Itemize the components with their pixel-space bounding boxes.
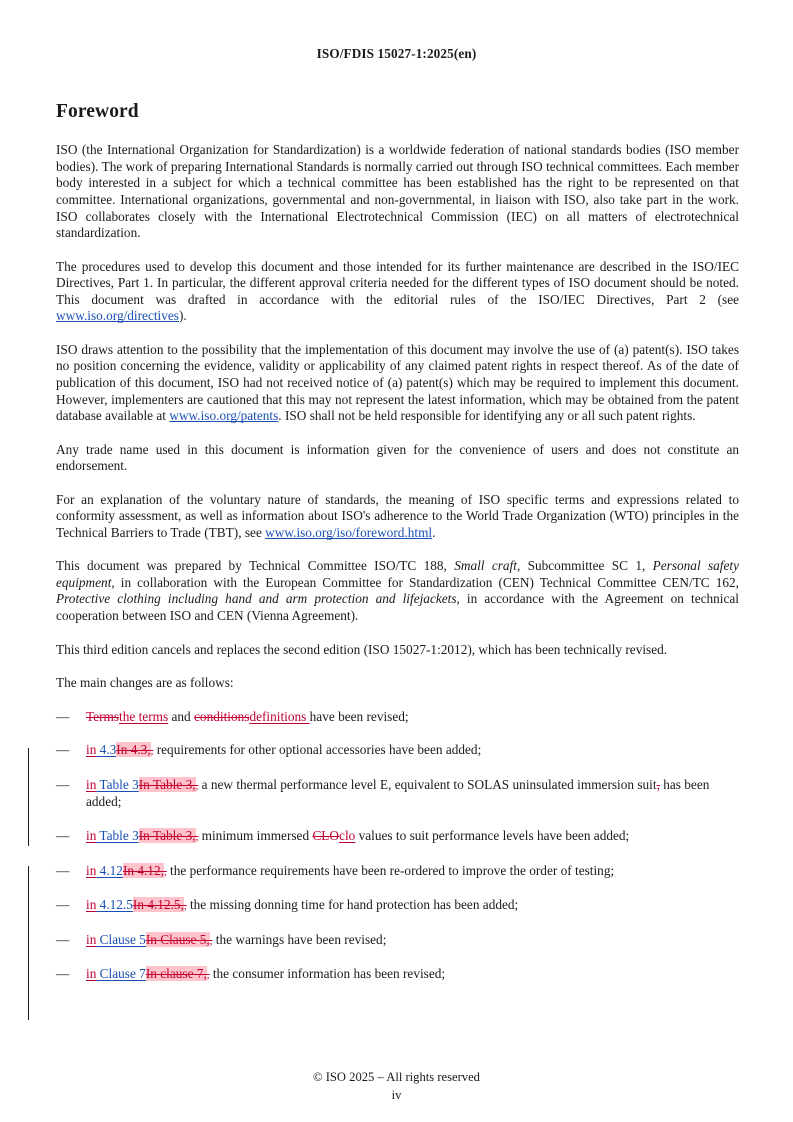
deleted-text-conditions: conditions (194, 708, 250, 724)
list-text-tail-a: minimum immersed (198, 827, 313, 843)
list-text-tail: the consumer information has been revised; (209, 966, 446, 982)
inserted-word-in: in (86, 827, 97, 843)
list-item (56, 863, 739, 881)
list-item (56, 828, 739, 846)
deleted-text-clo-upper: CLO (312, 827, 340, 843)
committee-text-4: , in accordance with the Agreement on technical cooperation between ISO and CEN (Vienna Agreement). (56, 591, 739, 623)
committee-title-personal-safety-equipment: Personal safety equipment (56, 558, 739, 590)
paragraph-edition: This third edition cancels and replaces the second edition (ISO 15027-1:2012), which has been technically revised. (56, 641, 668, 657)
list-dash: — (56, 742, 70, 758)
deleted-crossref-field: In Table 3, (138, 827, 196, 843)
deleted-comma: , (163, 865, 167, 878)
link-iso-patents[interactable]: www.iso.org/patents (169, 408, 279, 424)
deleted-crossref-field: In Table 3, (138, 776, 196, 792)
foreword-section (56, 100, 739, 1001)
inserted-crossref[interactable]: 4.12 (96, 862, 123, 878)
list-text-tail: requirements for other optional accessories have been added; (153, 742, 482, 758)
page-title: Foreword (56, 101, 139, 122)
deleted-crossref-field: In Clause 5, (145, 931, 210, 947)
copyright-notice: © ISO 2025 – All rights reserved (313, 1070, 480, 1084)
list-dash: — (56, 897, 70, 913)
page-number: iv (391, 1088, 402, 1102)
list-item (56, 966, 739, 984)
list-text-tail-2: has been added; (86, 776, 710, 810)
inserted-word-in: in (86, 897, 97, 913)
paragraph-iso-description: ISO (the International Organization for Standardization) is a worldwide federation of national standards bodies (ISO member bodies). The work of preparing International Standards is normally carried out through ISO technical committees. Each member body interested in a subject for which a technical committee has been established has the right to be represented on that committee. International organizations, governmental and non-governmental, in liaison with ISO, also take part in the work. ISO collaborates closely with the International Electrotechnical Commission (IEC) on all matters of electrotechnical standardization. (56, 142, 739, 241)
inserted-crossref[interactable]: 4.12.5 (96, 897, 133, 913)
list-dash: — (56, 862, 70, 878)
list-text-tail: a new thermal performance level E, equivalent to SOLAS uninsulated immersion suit (198, 776, 657, 792)
inserted-word-in: in (86, 742, 97, 758)
paragraph-trade-name: Any trade name used in this document is information given for the convenience of users and does not constitute an endorsement. (56, 441, 739, 474)
list-item (56, 897, 739, 915)
list-item (56, 709, 739, 726)
deleted-trailing-comma: , (656, 776, 660, 792)
inserted-text-the-terms: the terms (119, 708, 169, 724)
paragraph-patents-text-before: ISO draws attention to the possibility that the implementation of this document may involve the use of (a) patent(s). ISO takes no position concerning the evidence, validity or applicability of any claimed patent rights in respect thereof. As of the date of publication of this document, ISO had not received notice of (a) patent(s) which may be required to implement this document. However, implementers are cautioned that this may not represent the latest information, which may be obtained from the patent database available at (56, 341, 739, 424)
committee-title-protective-clothing: Protective clothing including hand and arm protection and lifejackets (56, 591, 457, 607)
paragraph-patents (56, 342, 739, 425)
deleted-comma: , (209, 934, 213, 947)
deleted-comma: , (206, 969, 210, 982)
list-text-tail: the missing donning time for hand protection has been added; (186, 897, 519, 913)
list-dash: — (56, 931, 70, 947)
inserted-text-clo-lower: clo (339, 827, 356, 843)
inserted-crossref[interactable]: Table 3 (96, 827, 139, 843)
deleted-crossref-field: In 4.12.5, (132, 897, 184, 913)
link-iso-foreword[interactable]: www.iso.org/iso/foreword.html (265, 524, 433, 540)
change-bar-lower (28, 866, 29, 1020)
paragraph-patents-text-after: . ISO shall not be held responsible for identifying any or all such patent rights. (278, 408, 696, 424)
list-text-tail: the performance requirements have been re-ordered to improve the order of testing; (166, 862, 615, 878)
deleted-crossref-field: In 4.12, (122, 862, 164, 878)
deleted-text-terms: Terms (86, 708, 120, 724)
inserted-crossref[interactable]: Clause 7 (96, 966, 146, 982)
deleted-comma: , (183, 900, 187, 913)
paragraph-procedures-text-after: ). (178, 308, 187, 324)
inserted-text-definitions: definitions (249, 708, 310, 724)
deleted-comma: , (195, 830, 199, 843)
paragraph-wto-text-after: . (432, 524, 436, 540)
list-text-and: and (168, 708, 195, 724)
inserted-word-in: in (86, 931, 97, 947)
paragraph-procedures (56, 259, 739, 325)
list-dash: — (56, 827, 70, 843)
change-bar-upper (28, 748, 29, 846)
link-iso-directives[interactable]: www.iso.org/directives (56, 308, 179, 324)
list-item (56, 777, 739, 811)
inserted-word-in: in (86, 966, 97, 982)
inserted-crossref[interactable]: 4.3 (96, 742, 117, 758)
deleted-comma: , (195, 779, 199, 792)
deleted-crossref-field: In clause 7, (145, 966, 207, 982)
list-dash: — (56, 776, 70, 792)
main-changes-list (56, 709, 739, 984)
list-text-tail-b: values to suit performance levels have been added; (355, 827, 630, 843)
running-head: ISO/FDIS 15027-1:2025(en) (316, 46, 477, 61)
inserted-crossref[interactable]: Clause 5 (96, 931, 146, 947)
committee-text-3: , in collaboration with the European Committee for Standardization (CEN) Technical Committee CEN/TC 162, (111, 574, 739, 590)
list-dash: — (56, 966, 70, 982)
paragraph-wto (56, 492, 739, 542)
committee-text-2: , Subcommittee SC 1, (516, 558, 653, 574)
paragraph-committee (56, 558, 739, 624)
deleted-comma: , (150, 745, 154, 758)
list-item (56, 932, 739, 950)
list-item (56, 742, 739, 760)
paragraph-procedures-text-before: The procedures used to develop this document and those intended for its further maintenance are described in the ISO/IEC Directives, Part 1. In particular, the different approval criteria needed for the different types of ISO document should be noted. This document was drafted in accordance with the editorial rules of the ISO/IEC Directives, Part 2 (see (56, 258, 739, 307)
committee-title-small-craft: Small craft (454, 558, 517, 574)
committee-text-1: This document was prepared by Technical Committee ISO/TC 188, (56, 558, 455, 574)
paragraph-main-changes-intro: The main changes are as follows: (56, 675, 234, 691)
list-dash: — (56, 708, 70, 724)
inserted-crossref[interactable]: Table 3 (96, 776, 139, 792)
deleted-crossref-field: In 4.3, (116, 742, 151, 758)
paragraph-wto-text-before: For an explanation of the voluntary nature of standards, the meaning of ISO specific terms and expressions related to conformity assessment, as well as information about ISO's adherence to the World Trade Organization (WTO) principles in the Technical Barriers to Trade (TBT), see (56, 491, 739, 540)
inserted-word-in: in (86, 862, 97, 878)
list-text-tail: have been revised; (309, 708, 409, 724)
inserted-word-in: in (86, 776, 97, 792)
list-text-tail: the warnings have been revised; (212, 931, 387, 947)
